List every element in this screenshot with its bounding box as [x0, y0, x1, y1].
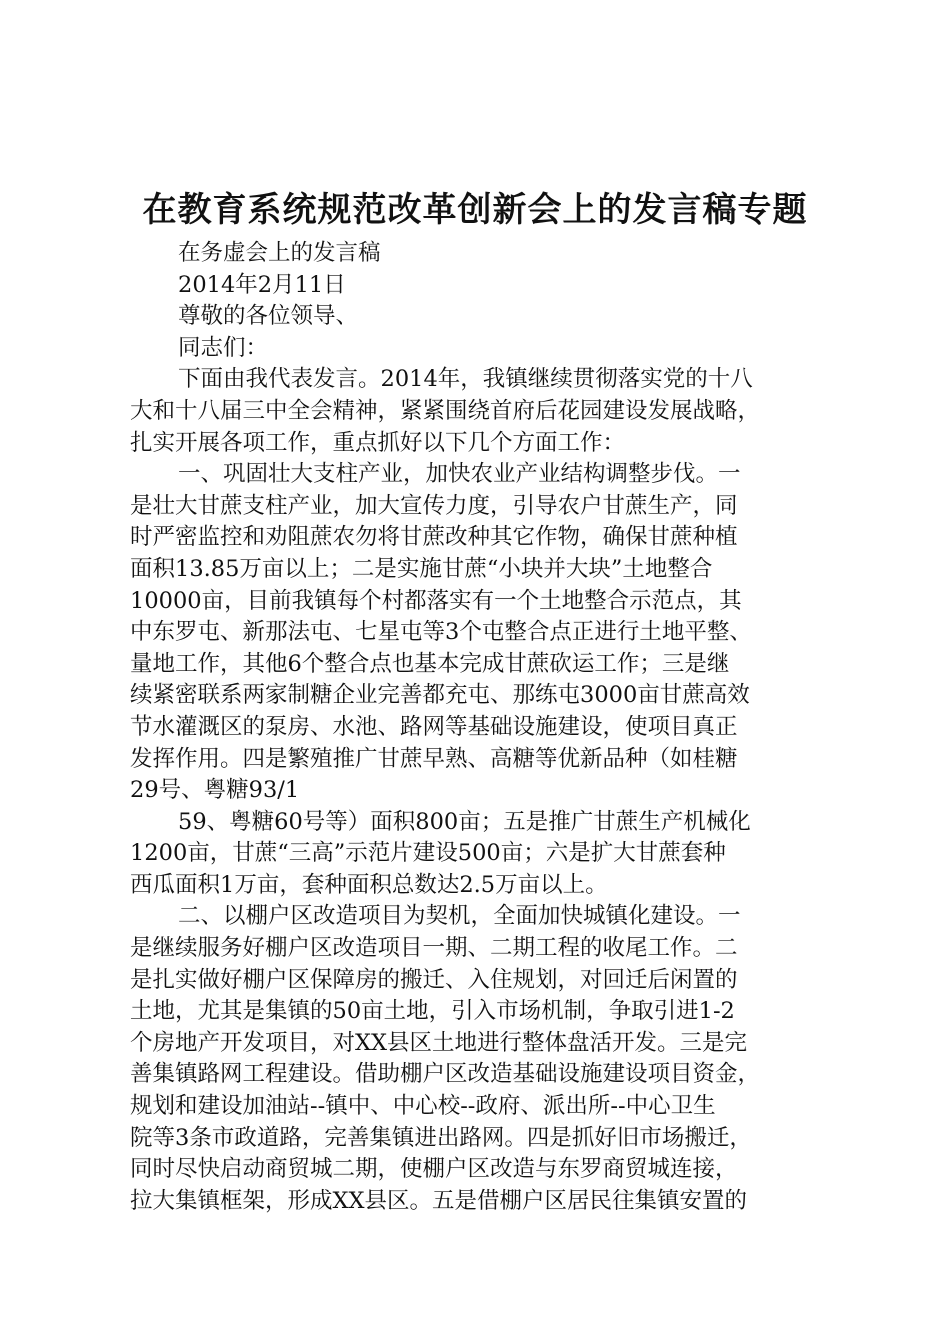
text-line: 大和十八届三中全会精神，紧紧围绕首府后花园建设发展战略，	[130, 397, 761, 424]
text-line: 1200亩，甘蔗“三高”示范片建设500亩；六是扩大甘蔗套种	[130, 840, 726, 867]
text-line: 西瓜面积1万亩，套种面积总数达2.5万亩以上。	[130, 871, 608, 898]
text-line: 续紧密联系两家制糖企业完善都充屯、那练屯3000亩甘蔗高效	[130, 682, 750, 709]
text-line: 院等3条市政道路，完善集镇进出路网。四是抓好旧市场搬迁，	[130, 1124, 752, 1151]
text-line: 同志们：	[178, 334, 269, 361]
text-line: 2014年2月11日	[178, 271, 346, 298]
text-line: 在务虚会上的发言稿	[178, 240, 381, 266]
text-line: 规划和建设加油站--镇中、中心校--政府、派出所--中心卫生	[130, 1093, 716, 1120]
text-line: 拉大集镇框架，形成XX县区。五是借棚户区居民往集镇安置的	[130, 1187, 748, 1214]
text-line: 发挥作用。四是繁殖推广甘蔗早熟、高糖等优新品种（如桂糖	[130, 745, 738, 772]
text-line: 个房地产开发项目，对XX县区土地进行整体盘活开发。三是完	[130, 1029, 748, 1056]
text-line: 中东罗屯、新那法屯、七星屯等3个屯整合点正进行土地平整、	[130, 619, 752, 646]
document-title: 在教育系统规范改革创新会上的发言稿专题	[142, 190, 808, 230]
text-line: 是扎实做好棚户区保障房的搬迁、入住规划，对回迁后闲置的	[130, 966, 738, 993]
text-line: 下面由我代表发言。2014年，我镇继续贯彻落实党的十八	[178, 366, 753, 393]
text-line: 扎实开展各项工作，重点抓好以下几个方面工作：	[130, 429, 626, 456]
text-line: 是壮大甘蔗支柱产业，加大宣传力度，引导农户甘蔗生产，同	[130, 492, 738, 519]
document-body	[130, 238, 830, 1217]
text-line: 尊敬的各位领导、	[178, 303, 359, 330]
text-line: 时严密监控和劝阻蔗农勿将甘蔗改种其它作物，确保甘蔗种植	[130, 524, 738, 551]
text-line: 面积13.85万亩以上；二是实施甘蔗“小块并大块”土地整合	[130, 555, 713, 582]
text-line: 二、以棚户区改造项目为契机，全面加快城镇化建设。一	[178, 903, 741, 930]
text-line: 一、巩固壮大支柱产业，加快农业产业结构调整步伐。一	[178, 461, 741, 488]
text-line: 10000亩，目前我镇每个村都落实有一个土地整合示范点，其	[130, 587, 742, 614]
text-line: 59、粤糖60号等）面积800亩；五是推广甘蔗生产机械化	[178, 808, 751, 835]
text-line: 节水灌溉区的泵房、水池、路网等基础设施建设，使项目真正	[130, 713, 738, 740]
text-line: 量地工作，其他6个整合点也基本完成甘蔗砍运工作；三是继	[130, 650, 730, 677]
text-line: 善集镇路网工程建设。借助棚户区改造基础设施建设项目资金，	[130, 1061, 761, 1088]
text-line: 同时尽快启动商贸城二期，使棚户区改造与东罗商贸城连接，	[130, 1156, 738, 1183]
text-line: 是继续服务好棚户区改造项目一期、二期工程的收尾工作。二	[130, 935, 738, 962]
text-line: 土地，尤其是集镇的50亩土地，引入市场机制，争取引进1-2	[130, 998, 735, 1025]
text-line: 29号、粤糖93/1	[130, 777, 300, 804]
